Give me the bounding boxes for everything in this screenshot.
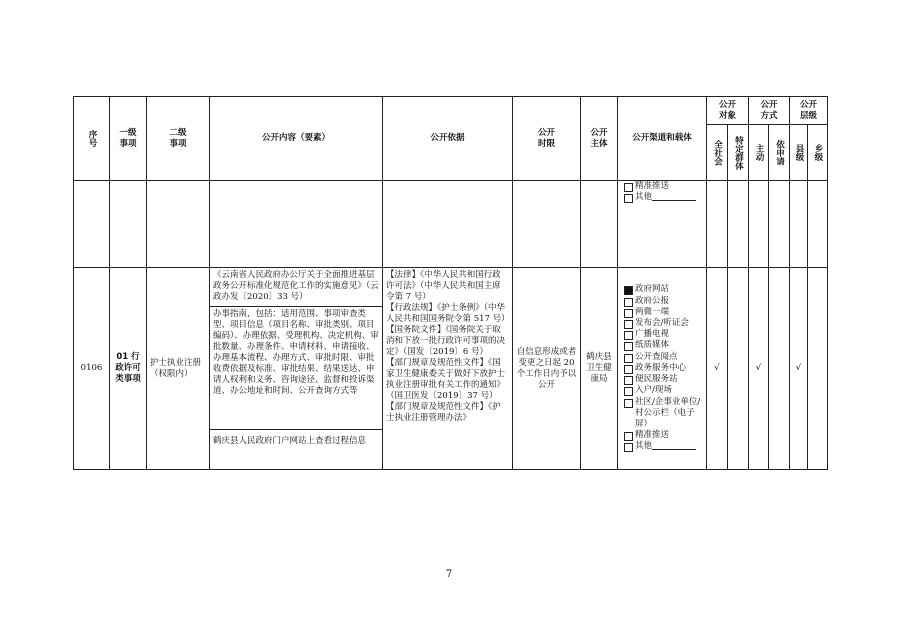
content-block-process: 鹤庆县人民政府门户网站上查看过程信息 <box>210 429 382 449</box>
channel-item <box>624 296 706 307</box>
cont-content <box>210 181 383 268</box>
channel-item <box>624 374 706 385</box>
basis-regulation: 【行政法规】《护士条例》（中华人民共和国国务院令第 517 号） <box>386 303 510 324</box>
channel-item <box>624 329 706 340</box>
header-time-limit: 公开时限 <box>513 97 581 181</box>
cont-level2 <box>147 181 210 268</box>
cont-level1 <box>110 181 147 268</box>
channel-label: 政府网站 <box>635 284 670 295</box>
fill-in-blank <box>652 441 696 450</box>
header-target-specific: 特定群体 <box>728 125 749 181</box>
cont-level-township <box>808 181 828 268</box>
cont-channels <box>618 181 707 268</box>
channel-list <box>618 284 706 452</box>
channel-label: 公开查阅点 <box>635 351 678 362</box>
row-method-apply <box>769 268 790 470</box>
channel-label: 政务服务中心 <box>635 362 687 373</box>
header-method-apply: 依申请 <box>769 125 790 181</box>
row-level-county <box>790 268 808 470</box>
row-level2: 护士执业注册（权限内） <box>147 268 210 470</box>
cont-method-active <box>749 181 769 268</box>
checkbox-icon <box>624 331 633 340</box>
cont-level-county <box>790 181 808 268</box>
row-content <box>210 268 383 470</box>
table-row <box>74 268 828 470</box>
continued-row <box>74 181 828 268</box>
header-method-active: 主动 <box>749 125 769 181</box>
header-level-group: 公开层级 <box>790 97 828 125</box>
header-content: 公开内容（要素） <box>210 97 383 181</box>
cont-target-all <box>707 181 728 268</box>
cont-seq <box>74 181 110 268</box>
checkbox-icon <box>624 298 633 307</box>
channel-label: 入户/现场 <box>635 385 672 396</box>
header-target-group: 公开对象 <box>707 97 749 125</box>
row-basis <box>383 268 513 470</box>
basis-department-notice: 【部门规章及规范性文件】《国家卫生健康委关于做好下放护士执业注册审批有关工作的通知》（国卫医发〔2019〕37 号） <box>386 358 506 401</box>
channel-label: 精准推送 <box>635 181 670 191</box>
channel-label: 便民服务站 <box>635 374 678 385</box>
header-subject: 公开主体 <box>581 97 618 181</box>
channel-item <box>624 430 706 441</box>
header-channels: 公开渠道和载体 <box>618 97 707 181</box>
channel-item <box>624 318 706 329</box>
page-number: 7 <box>445 569 453 580</box>
channel-label: 精准推送 <box>635 430 670 441</box>
channel-label: 政府公报 <box>635 295 670 306</box>
content-block-policy: 《云南省人民政府办公厅关于全面推进基层政务公开标准化规范化工作的实施意见》（云政办发〔2020〕33 号） <box>213 270 379 302</box>
row-target-specific <box>728 268 749 470</box>
row-time-limit: 自信息形成或者变更之日起 20 个工作日内予以公开 <box>513 268 581 470</box>
channel-item <box>624 441 706 452</box>
checkbox-icon <box>624 309 633 318</box>
checkbox-icon <box>624 432 633 441</box>
channel-label: 其他 <box>635 192 653 203</box>
fill-in-blank <box>652 192 696 201</box>
checkbox-icon <box>624 183 633 192</box>
header-basis: 公开依据 <box>383 97 513 181</box>
basis-state-council: 【国务院文件】《国务院关于取消和下放一批行政许可事项的决定》（国发〔2019〕6 号） <box>386 325 506 357</box>
row-method-active <box>749 268 769 470</box>
checkbox-icon <box>624 399 633 408</box>
channel-item <box>624 352 706 363</box>
channel-label: 其他 <box>635 441 653 452</box>
checkbox-icon <box>624 354 633 363</box>
checkbox-icon <box>624 387 633 396</box>
channel-item <box>624 181 706 192</box>
header-seq: 序号 <box>74 97 110 181</box>
channel-label: 广播电视 <box>635 329 670 340</box>
checkbox-icon <box>624 365 633 374</box>
checkbox-icon <box>624 342 633 351</box>
row-seq: 0106 <box>74 268 110 470</box>
checkbox-icon <box>624 194 633 203</box>
header-row-1 <box>74 97 828 125</box>
disclosure-table <box>73 96 828 470</box>
header-level2: 二级事项 <box>147 97 210 181</box>
cont-basis <box>383 181 513 268</box>
channel-label: 发布会/听证会 <box>635 318 689 329</box>
header-level-county: 县级 <box>790 125 808 181</box>
cont-method-apply <box>769 181 790 268</box>
channel-label: 纸质媒体 <box>635 340 670 351</box>
target-all-check: √ <box>714 363 720 373</box>
header-method-group: 公开方式 <box>749 97 790 125</box>
cont-subject <box>581 181 618 268</box>
level-county-check: √ <box>795 363 802 373</box>
cont-target-specific <box>728 181 749 268</box>
row-level-township <box>808 268 828 470</box>
row-channels <box>618 268 707 470</box>
header-level1: 一级事项 <box>110 97 147 181</box>
channel-item <box>624 385 706 396</box>
continued-channel-list <box>618 181 706 203</box>
checkbox-icon <box>624 443 633 452</box>
header-target-all: 全社会 <box>707 125 728 181</box>
row-level1: 01 行政许可类事项 <box>110 268 147 470</box>
channel-label: 两微一端 <box>635 306 670 317</box>
channel-item <box>624 363 706 374</box>
channel-item <box>624 192 706 203</box>
channel-item <box>624 340 706 351</box>
checked-box-icon <box>624 286 633 295</box>
cont-time-limit <box>513 181 581 268</box>
channel-item <box>624 397 706 431</box>
basis-department-measures: 【部门规章及规范性文件】《护士执业注册管理办法》 <box>386 402 501 423</box>
basis-law: 【法律】《中华人民共和国行政许可法》（中华人民共和国主席令第 7 号） <box>386 270 501 302</box>
channel-item <box>624 284 706 295</box>
checkbox-icon <box>624 376 633 385</box>
method-active-check: √ <box>755 363 762 373</box>
row-subject: 鹤庆县卫生健康局 <box>581 268 618 470</box>
header-level-township: 乡级 <box>808 125 828 181</box>
channel-item <box>624 307 706 318</box>
checkbox-icon <box>624 320 633 329</box>
row-target-all <box>707 268 728 470</box>
content-block-guide: 办事指南，包括：适用范围、事项审查类型、项目信息（项目名称、审批类别、项目编码）、办理依据、受理机构、决定机构、审批数量、办理条件、申请材料、申请接收、办理基本流程、办理方式、审批时限、审批收费依据及标准、审批结果、结果送达、申请人权利和义务、咨询途径、监督和投诉渠道、办公地址和时间、公开查询方式等 <box>210 306 382 429</box>
channel-label: 社区/企事业单位/村公示栏（电子屏） <box>635 396 701 429</box>
